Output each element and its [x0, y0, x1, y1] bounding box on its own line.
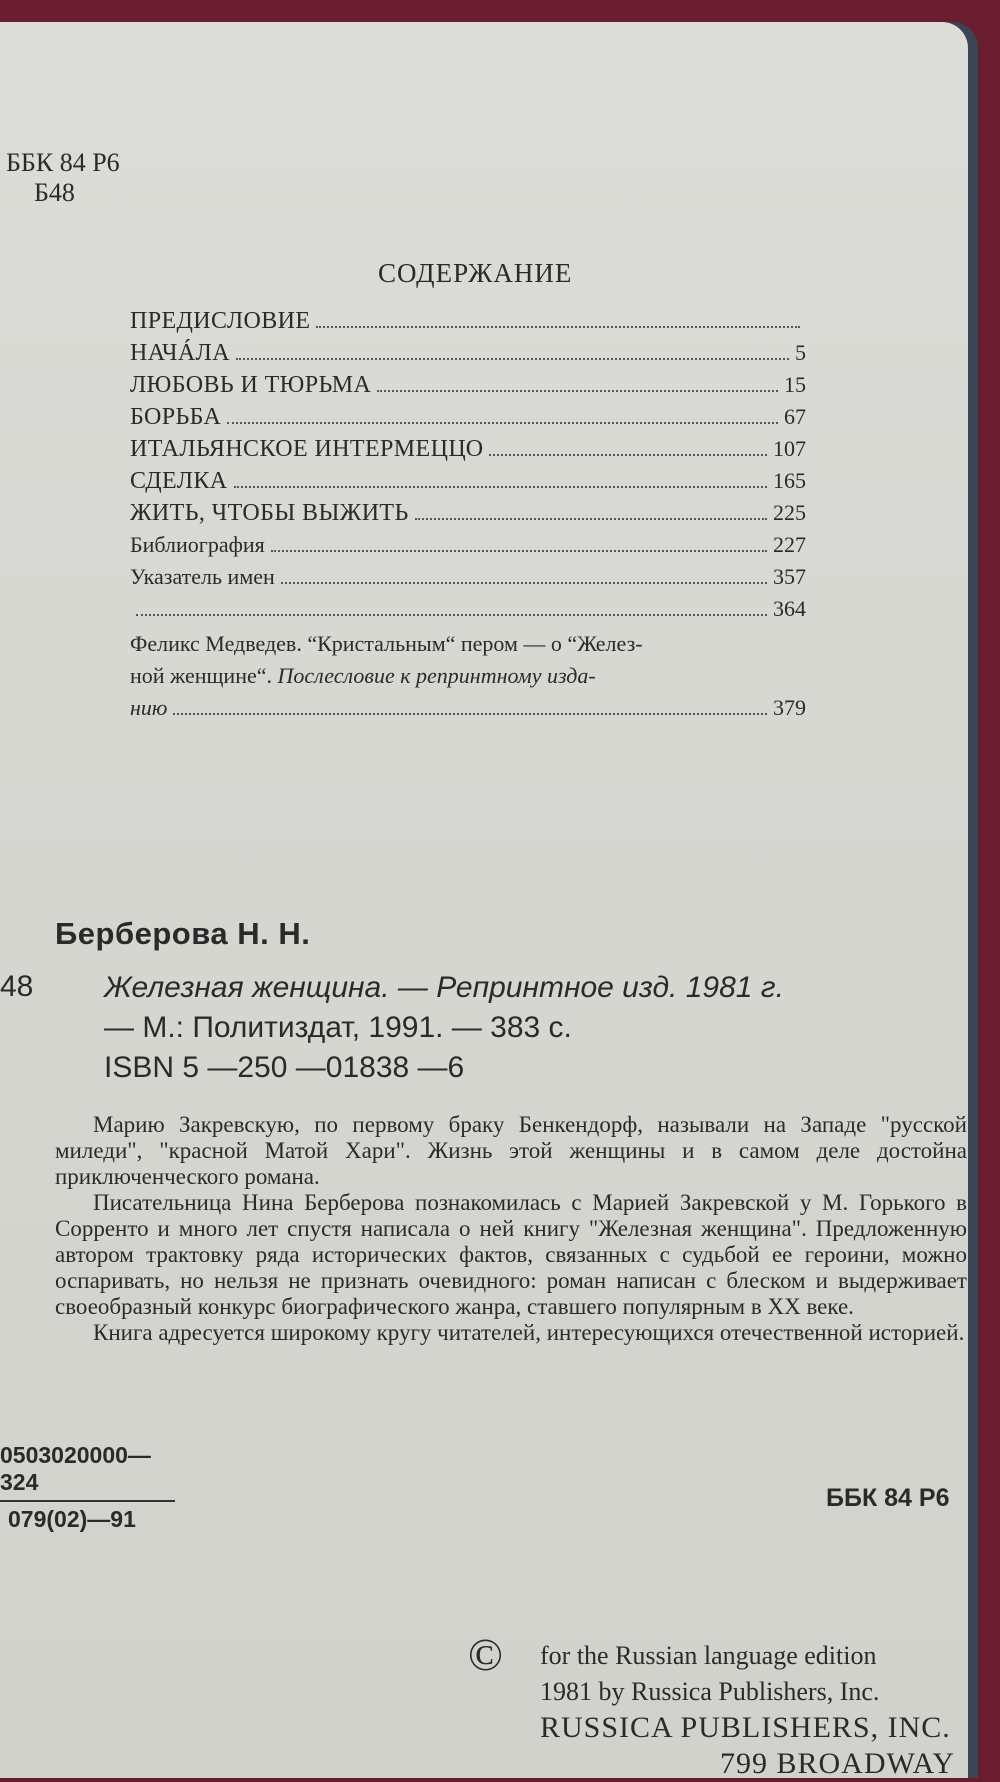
catalog-isbn-line: ISBN 5 —250 —01838 —6	[104, 1051, 465, 1084]
toc-entry-page: 357	[773, 564, 806, 589]
toc-leader-dots	[281, 582, 767, 584]
toc-entry	[130, 404, 806, 436]
bbk-classification-bottom: ББК 84 Р6	[826, 1484, 950, 1512]
copyright-line: 1981 by Russica Publishers, Inc.	[540, 1677, 880, 1706]
toc-leader-dots	[316, 326, 800, 328]
toc-entry-label: ПРЕДИСЛОВИЕ	[130, 308, 311, 334]
toc-leader-dots	[227, 422, 778, 424]
book-page	[0, 22, 968, 1778]
bbk-code: ББК 84 Р6	[6, 148, 120, 177]
toc-entry-page: 225	[773, 500, 806, 525]
afterword-line-2-italic: Послесловие к репринтному изда-	[272, 663, 596, 688]
toc-entry-page: 67	[784, 404, 806, 429]
toc-afterword-entry	[130, 628, 806, 724]
toc-entry	[130, 500, 806, 532]
catalog-side-code: 48	[0, 970, 34, 1003]
toc-leader-dots	[271, 550, 767, 552]
toc-entry-label: СДЕЛКА	[130, 468, 228, 494]
catalog-imprint-line: — М.: Политиздат, 1991. — 383 с.	[104, 1011, 572, 1044]
code-denominator: 079(02)—91	[8, 1506, 136, 1532]
toc-entry-label: ЖИТЬ, ЧТОБЫ ВЫЖИТЬ	[130, 500, 409, 526]
toc-leader-dots	[377, 390, 778, 392]
toc-entry-page: 364	[773, 596, 806, 621]
toc-entry-page: 379	[773, 695, 806, 720]
copyright-block	[540, 1638, 955, 1782]
catalog-entry	[104, 968, 954, 1088]
toc-entry	[130, 596, 806, 628]
copyright-line: for the Russian language edition	[540, 1641, 877, 1670]
toc-leader-dots	[415, 518, 767, 520]
toc-entry-page: 107	[773, 436, 806, 461]
toc-entry-label: ИТАЛЬЯНСКОЕ ИНТЕРМЕЦЦО	[130, 436, 484, 462]
toc-leader-dots	[136, 614, 767, 616]
toc-entry-label: НАЧÁЛА	[130, 340, 230, 366]
toc-entry	[130, 308, 806, 340]
afterword-line-2: ной женщине“.	[130, 663, 273, 688]
toc-entry	[130, 468, 806, 500]
toc-entry-page: 15	[784, 372, 806, 397]
afterword-line-1: Феликс Медведев. “Кристальным“ пером — о “Желез-	[130, 631, 643, 656]
toc-entry	[130, 340, 806, 372]
toc-entry-label: Библиография	[130, 532, 265, 557]
catalog-author: Берберова Н. Н.	[55, 916, 311, 951]
annotation-paragraph: Писательница Нина Берберова познакомилась с Марией Закревской у М. Горького в Сорренто и много лет спустя написала о ней книгу "Железная женщина". Предложенную автором трактовку ряда исторических фактов, связанных с судьбой ее героини, можно оспаривать, но нельзя не признать очевидного: роман написан с блеском и выдерживает своеобразный конкурс биографического жанра, ставшего популярным в XX веке.	[55, 1190, 967, 1319]
toc-entry	[130, 532, 806, 564]
toc-leader-dots	[489, 454, 767, 456]
toc-entry	[130, 564, 806, 596]
toc-leader-dots	[236, 358, 789, 360]
toc-entry-page: 165	[773, 468, 806, 493]
book-annotation	[55, 1112, 967, 1346]
copyright-icon: ©	[468, 1629, 503, 1680]
afterword-line-3: нию	[130, 695, 168, 720]
toc-title: СОДЕРЖАНИЕ	[378, 258, 573, 288]
publisher-name: RUSSICA PUBLISHERS, INC.	[540, 1711, 951, 1744]
publisher-address: 799 BROADWAY	[720, 1747, 956, 1780]
publisher-code-fraction	[0, 1442, 175, 1533]
toc-entry	[130, 436, 806, 468]
annotation-paragraph: Марию Закревскую, по первому браку Бенкендорф, называли на Западе "русской миледи", "красной Матой Хари". Жизнь этой женщины и в самом деле достойна приключенческого романа.	[55, 1112, 967, 1189]
toc-entry-page: 227	[773, 532, 806, 557]
author-mark: Б48	[34, 178, 75, 207]
toc-entry-label: БОРЬБА	[130, 404, 222, 430]
annotation-paragraph: Книга адресуется широкому кругу читателей, интересующихся отечественной историей.	[93, 1320, 965, 1345]
toc-leader-dots	[173, 713, 767, 715]
catalog-title-line: Железная женщина. — Репринтное изд. 1981 г.	[104, 971, 784, 1004]
toc-leader-dots	[234, 486, 767, 488]
toc-entry	[130, 372, 806, 404]
bbk-classification-top	[6, 148, 120, 208]
table-of-contents	[130, 308, 806, 724]
toc-entry-label: ЛЮБОВЬ И ТЮРЬМА	[130, 372, 372, 398]
toc-entry-label: Указатель имен	[130, 564, 275, 589]
code-numerator: 0503020000—324	[0, 1442, 175, 1502]
toc-entry-page: 5	[795, 340, 806, 365]
